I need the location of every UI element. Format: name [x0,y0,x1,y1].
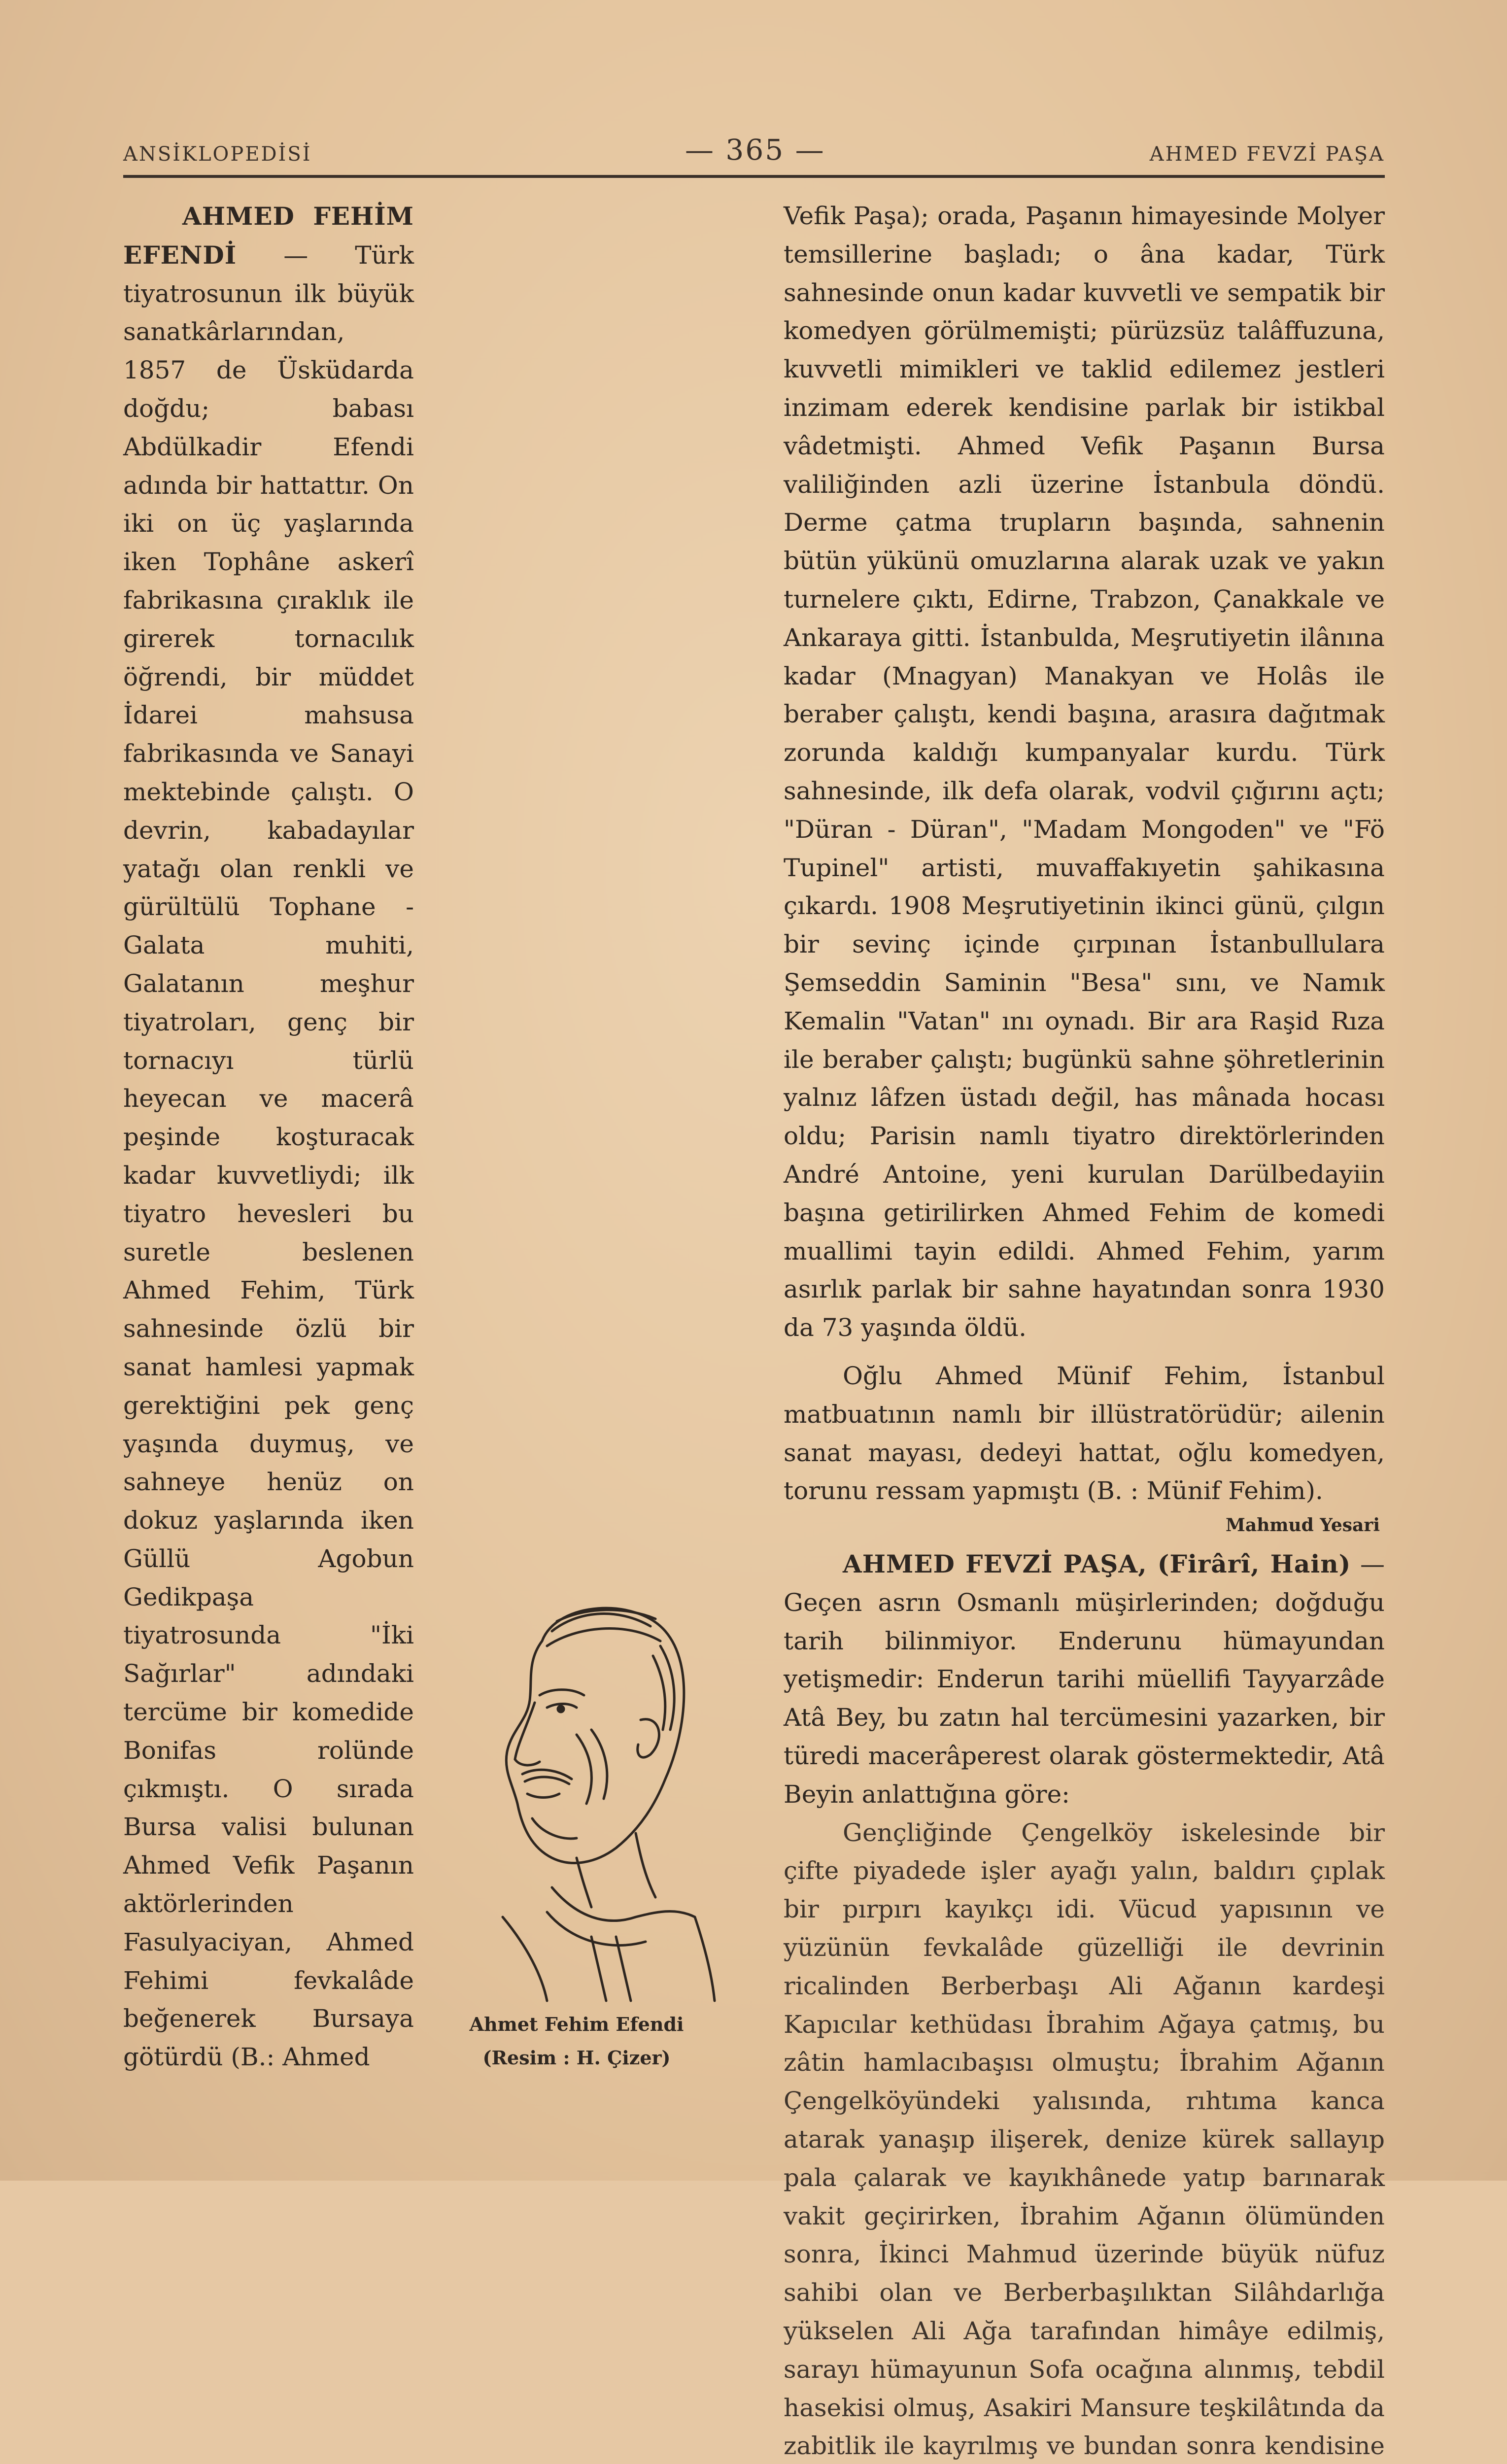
header-right: AHMED FEVZİ PAŞA [1149,143,1385,166]
article1-body: — Türk tiyatrosunun ilk büyük sanatkârlarından, 1857 de Üsküdarda doğdu; babası Abdülkadir Efendi adında bir hattattır. On iki on üç yaşlarında iken Tophâne askerî fabrikasına çıraklık ile girerek tornacılık öğrendi, bir müddet İdarei mahsusa fabrikasında ve Sanayi mektebinde çalıştı. O devrin, kabadayılar yatağı olan renkli ve gürültülü Tophane - Galata muhiti, Galatanın meşhur tiyatroları, genç bir tornacıyı türlü heyecan ve macerâ peşinde koşturacak kadar kuvvetliydi; ilk tiyatro hevesleri bu suretle beslenen Ahmed Fehim, Türk sahnesinde özlü bir sanat hamlesi yapmak gerektiğini pek genç yaşında duymuş, ve sahneye henüz on dokuz yaşlarında iken Güllü Agobun Gedikpaşa tiyatrosunda "İki Sağırlar" adındaki tercüme bir komedide Bonifas rolünde çıkmıştı. O sırada Bursa valisi bulunan Ahmed Vefik Paşanın aktörlerinden Fasulyaciyan, Ahmed Fehimi fevkalâde beğenerek Bursaya götürdü (B.: Ahmed [123,240,414,2072]
article1-body-continued: Vefik Paşa); orada, Paşanın himayesinde Molyer temsillerine başladı; o âna kadar, Türk sahnesinde onun kadar kuvvetli ve sempatik bir komedyen görülmemişti; pürüzsüz talâffuzuna, kuvvetli mimikleri ve taklid edilemez jestleri inzimam ederek kendisine parlak bir istikbal vâdetmişti. Ahmed Vefik Paşanın Bursa valiliğinden azli üzerine İstanbula döndü. Derme çatma trupların başında, sahnenin bütün yükünü omuzlarına alarak uzak ve yakın turnelere çıktı, Edirne, Trabzon, Çanakkale ve Ankaraya gitti. İstanbulda, Meşrutiyetin ilânına kadar (Mnagyan) Manakyan ve Holâs ile beraber çalıştı, kendi başına, arasıra dağıtmak zorunda kaldığı kumpanyalar kurdu. Türk sahnesinde, ilk defa olarak, vodvil çığırını açtı; "Düran - Düran", "Madam Mongoden" ve "Fö Tupinel" artisti, muvaffakıyetin şahikasına çıkardı. 1908 Meşrutiyetinin ikinci günü, çılgın bir sevinç içinde çırpınan İstanbullulara Şemseddin Saminin "Besa" sını, ve Namık Kemalin "Vatan" ını oynadı. Bir ara Raşid Rıza ile beraber çalıştı; bugünkü sahne şöhretlerinin yalnız lâfzen üstadı değil, has mânada hocası oldu; Parisin namlı tiyatro direktörlerinden André Antoine, yeni kurulan Darülbedayiin başına getirilirken Ahmed Fehim de komedi muallimi tayin edildi. Ahmed Fehim, yarım asırlık parlak bir sahne hayatından sonra 1930 da 73 yaşında öldü. [784,202,1385,1342]
header-rule [123,175,1385,178]
quoted-passage [784,1814,1385,2464]
header-left: ANSİKLOPEDİSİ [123,143,312,166]
portrait-caption: Ahmet Fehim Efendi [469,2013,684,2035]
headword-ahmed-fevzi: AHMED FEVZİ PAŞA, [843,1549,1147,1579]
article1-paragraph-2: Oğlu Ahmed Münif Fehim, İstanbul matbuatının namlı bir illüstratörüdür; ailenin sanat mayası, dedeyi hattat, oğlu komedyen, torunu ressam yapmıştı (B. : Münif Fehim). [784,1361,1385,1506]
portrait-image [429,1572,724,2006]
portrait-block [429,1572,724,2070]
author-signature: Mahmud Yesari [1225,1515,1380,1536]
portrait-credit: (Resim : H. Çizer) [482,2047,671,2069]
left-column [123,197,719,2077]
headword-ahmed-fehim: AHMED FEHİM EFENDİ [123,202,414,270]
quote-paragraph-1: Gençliğinde Çengelköy iskelesinde bir çifte piyadede işler ayağı yalın, baldırı çıplak bir pırpırı kayıkçı idi. Vücud yapısının ve yüzünün fevkalâde güzelliği ile devrinin ricalinden Berberbaşı Ali Ağanın kardeşi Kapıcılar kethüdası İbrahim Ağaya çatmış, bu zâtin hamlacıbaşısı olmuştu; İbrahim Ağanın Çengelköyündeki yalısında, rıhtıma kanca atarak yanaşıp ilişerek, denize kürek sallayıp pala çalarak ve kayıkhânede yatıp barınarak vakit geçirirken, İbrahim Ağanın ölümünden sonra, İkinci Mahmud üzerinde büyük nüfuz sahibi olan ve Berberbaşılıktan Silâhdarlığa yükselen Ali Ağa tarafından himâye edilmiş, sarayı hümayunun Sofa ocağına alınmış, tebdil hasekisi olmuş, Asakiri Mansure teşkilâtında da zabitlik ile kayrılmış ve bundan sonra kendisine [784,1818,1385,2461]
page-number: — 365 — [685,133,825,167]
article2-intro: — Geçen asrın Osmanlı müşirlerinden; doğduğu tarih bilinmiyor. Enderunu hümayundan yetişmedir: Enderun tarihi müellifi Tayyarzâde Atâ Bey, bu zatın hal tercümesini yazarken, bir türedi macerâperest olarak göstermektedir, Atâ Beyin anlattığına göre: [784,1550,1385,1809]
running-header [123,133,1385,177]
article1-continuation [784,197,1385,1347]
right-column-flow [784,1357,1385,2464]
headword-subtitle: (Firârî, Hain) [1147,1549,1351,1579]
